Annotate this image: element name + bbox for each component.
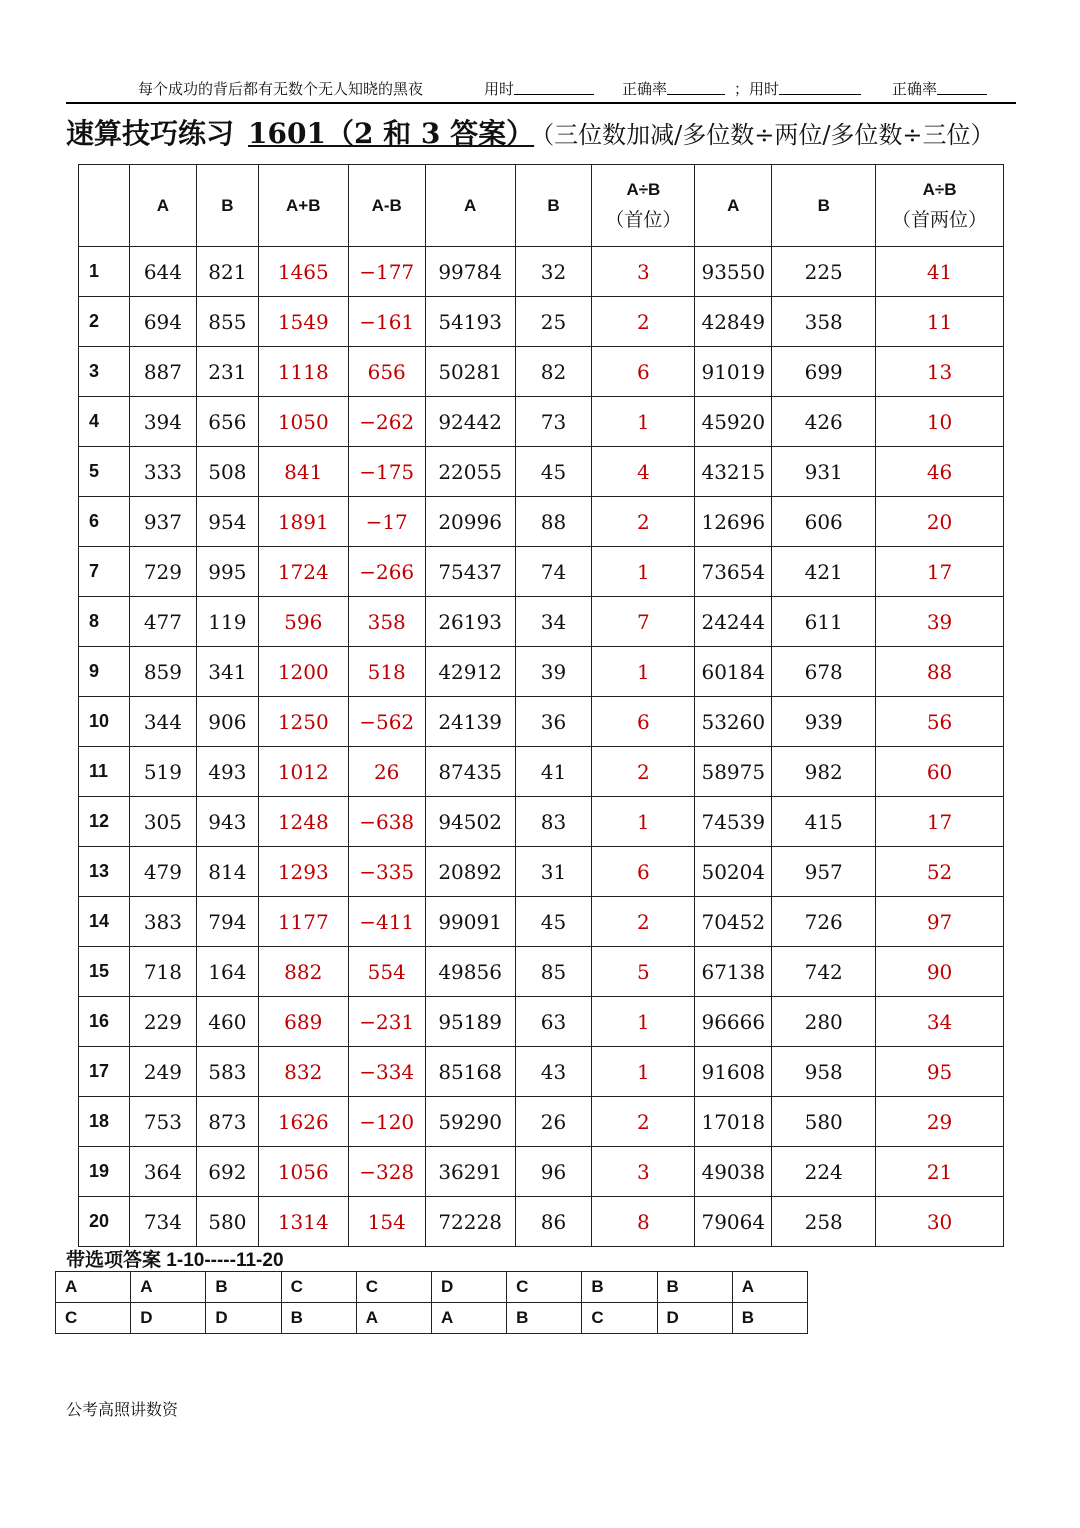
- table-cell: 22055: [425, 447, 515, 497]
- table-cell: 92442: [425, 397, 515, 447]
- option-cell: A: [732, 1272, 807, 1303]
- table-cell: 460: [196, 997, 258, 1047]
- table-cell: 678: [772, 647, 876, 697]
- accuracy-label-1: 正确率: [622, 78, 667, 99]
- table-cell: 41: [876, 247, 1004, 297]
- table-cell: 45: [515, 447, 592, 497]
- table-cell: 50281: [425, 347, 515, 397]
- table-cell: 82: [515, 347, 592, 397]
- table-cell: 1: [592, 397, 695, 447]
- table-cell: 8: [592, 1197, 695, 1247]
- table-cell: 13: [876, 347, 1004, 397]
- table-cell: 42912: [425, 647, 515, 697]
- table-cell: 164: [196, 947, 258, 997]
- table-cell: 99091: [425, 897, 515, 947]
- table-cell: 60: [876, 747, 1004, 797]
- table-cell: 1050: [258, 397, 348, 447]
- table-cell: 20: [876, 497, 1004, 547]
- option-cell: D: [657, 1303, 732, 1334]
- table-cell: 95: [876, 1047, 1004, 1097]
- exercise-table: [78, 164, 1004, 1247]
- table-cell: 24244: [695, 597, 772, 647]
- row-index: 18: [79, 1097, 130, 1147]
- option-cell: A: [131, 1272, 206, 1303]
- table-cell: 2: [592, 747, 695, 797]
- table-cell: 699: [772, 347, 876, 397]
- table-cell: 99784: [425, 247, 515, 297]
- table-cell: 832: [258, 1047, 348, 1097]
- table-cell: 46: [876, 447, 1004, 497]
- table-cell: 794: [196, 897, 258, 947]
- table-row: [79, 647, 1004, 697]
- table-cell: 2: [592, 497, 695, 547]
- row-index: 2: [79, 297, 130, 347]
- table-cell: 859: [129, 647, 196, 697]
- option-cell: B: [507, 1303, 582, 1334]
- table-cell: 74539: [695, 797, 772, 847]
- table-cell: 726: [772, 897, 876, 947]
- table-cell: 1549: [258, 297, 348, 347]
- table-cell: 2: [592, 897, 695, 947]
- table-cell: 20892: [425, 847, 515, 897]
- title-code: 1601（2 和 3 答案）: [248, 117, 535, 150]
- table-cell: 518: [348, 647, 425, 697]
- table-cell: 882: [258, 947, 348, 997]
- table-cell: 841: [258, 447, 348, 497]
- table-cell: −17: [348, 497, 425, 547]
- option-cell: C: [582, 1303, 657, 1334]
- table-cell: 34: [515, 597, 592, 647]
- table-cell: 415: [772, 797, 876, 847]
- option-cell: B: [657, 1272, 732, 1303]
- table-cell: 88: [515, 497, 592, 547]
- table-cell: 333: [129, 447, 196, 497]
- table-cell: 87435: [425, 747, 515, 797]
- table-cell: 280: [772, 997, 876, 1047]
- motto: 每个成功的背后都有无数个无人知晓的黑夜: [138, 80, 424, 98]
- table-cell: −177: [348, 247, 425, 297]
- options-label: 带选项答案 1-10-----11-20: [66, 1249, 284, 1271]
- table-cell: 1250: [258, 697, 348, 747]
- time-label-1: 用时: [484, 78, 514, 99]
- table-cell: −120: [348, 1097, 425, 1147]
- table-cell: 25: [515, 297, 592, 347]
- table-cell: 4: [592, 447, 695, 497]
- table-cell: 26193: [425, 597, 515, 647]
- table-cell: 596: [258, 597, 348, 647]
- table-cell: 31: [515, 847, 592, 897]
- table-cell: 3: [592, 1147, 695, 1197]
- table-cell: 305: [129, 797, 196, 847]
- table-cell: 1056: [258, 1147, 348, 1197]
- row-index: 7: [79, 547, 130, 597]
- table-cell: 39: [515, 647, 592, 697]
- table-cell: 88: [876, 647, 1004, 697]
- table-cell: 74: [515, 547, 592, 597]
- options-answer-table: [55, 1271, 808, 1334]
- table-cell: 50204: [695, 847, 772, 897]
- table-cell: 6: [592, 847, 695, 897]
- table-cell: 611: [772, 597, 876, 647]
- table-cell: −266: [348, 547, 425, 597]
- table-header-row: [79, 165, 1004, 247]
- row-index: 9: [79, 647, 130, 697]
- row-index: 14: [79, 897, 130, 947]
- table-cell: 119: [196, 597, 258, 647]
- table-row: [79, 747, 1004, 797]
- option-cell: B: [732, 1303, 807, 1334]
- table-cell: 937: [129, 497, 196, 547]
- table-cell: 1724: [258, 547, 348, 597]
- table-row: [79, 347, 1004, 397]
- table-cell: 90: [876, 947, 1004, 997]
- row-index: 20: [79, 1197, 130, 1247]
- table-cell: 943: [196, 797, 258, 847]
- table-cell: 43215: [695, 447, 772, 497]
- table-cell: 1: [592, 1047, 695, 1097]
- table-cell: 554: [348, 947, 425, 997]
- table-cell: −161: [348, 297, 425, 347]
- row-index: 8: [79, 597, 130, 647]
- header-b1: B: [196, 165, 258, 247]
- table-cell: 855: [196, 297, 258, 347]
- table-row: [79, 397, 1004, 447]
- row-index: 4: [79, 397, 130, 447]
- table-cell: 692: [196, 1147, 258, 1197]
- table-cell: 341: [196, 647, 258, 697]
- table-cell: 96: [515, 1147, 592, 1197]
- table-cell: 21: [876, 1147, 1004, 1197]
- table-cell: 91019: [695, 347, 772, 397]
- table-cell: −411: [348, 897, 425, 947]
- table-cell: 36291: [425, 1147, 515, 1197]
- table-row: [79, 297, 1004, 347]
- table-cell: 20996: [425, 497, 515, 547]
- option-cell: C: [56, 1303, 131, 1334]
- row-index: 17: [79, 1047, 130, 1097]
- row-index: 1: [79, 247, 130, 297]
- table-cell: 94502: [425, 797, 515, 847]
- table-cell: −335: [348, 847, 425, 897]
- table-cell: 91608: [695, 1047, 772, 1097]
- table-cell: 58975: [695, 747, 772, 797]
- option-cell: B: [281, 1303, 356, 1334]
- table-cell: −334: [348, 1047, 425, 1097]
- table-row: [79, 1147, 1004, 1197]
- option-cell: A: [356, 1303, 431, 1334]
- table-cell: 11: [876, 297, 1004, 347]
- table-cell: 995: [196, 547, 258, 597]
- table-cell: 225: [772, 247, 876, 297]
- table-cell: 931: [772, 447, 876, 497]
- table-cell: 394: [129, 397, 196, 447]
- table-cell: 694: [129, 297, 196, 347]
- table-row: [79, 847, 1004, 897]
- header-quotient-first: A÷B （首位）: [592, 165, 695, 247]
- table-cell: 258: [772, 1197, 876, 1247]
- table-cell: 229: [129, 997, 196, 1047]
- table-cell: 729: [129, 547, 196, 597]
- table-row: [79, 947, 1004, 997]
- table-row: [79, 597, 1004, 647]
- table-cell: 26: [515, 1097, 592, 1147]
- table-cell: 24139: [425, 697, 515, 747]
- table-cell: 1293: [258, 847, 348, 897]
- table-cell: 606: [772, 497, 876, 547]
- table-cell: 519: [129, 747, 196, 797]
- table-cell: 2: [592, 1097, 695, 1147]
- header-a1: A: [129, 165, 196, 247]
- table-cell: 154: [348, 1197, 425, 1247]
- table-cell: 79064: [695, 1197, 772, 1247]
- table-cell: 231: [196, 347, 258, 397]
- table-cell: 45920: [695, 397, 772, 447]
- table-cell: −638: [348, 797, 425, 847]
- table-cell: 958: [772, 1047, 876, 1097]
- table-cell: 12696: [695, 497, 772, 547]
- accuracy-label-2: 正确率: [892, 78, 937, 99]
- table-cell: 344: [129, 697, 196, 747]
- table-cell: 17: [876, 797, 1004, 847]
- header-quotient-first-two: A÷B （首两位）: [876, 165, 1004, 247]
- page-title: [66, 112, 1026, 152]
- row-index: 5: [79, 447, 130, 497]
- option-cell: B: [582, 1272, 657, 1303]
- table-cell: 364: [129, 1147, 196, 1197]
- table-row: [79, 797, 1004, 847]
- option-cell: C: [356, 1272, 431, 1303]
- table-cell: 49856: [425, 947, 515, 997]
- table-cell: 93550: [695, 247, 772, 297]
- table-cell: 2: [592, 297, 695, 347]
- table-cell: 54193: [425, 297, 515, 347]
- table-cell: 383: [129, 897, 196, 947]
- table-cell: 30: [876, 1197, 1004, 1247]
- table-cell: 41: [515, 747, 592, 797]
- table-cell: 6: [592, 697, 695, 747]
- table-cell: 753: [129, 1097, 196, 1147]
- table-cell: 1248: [258, 797, 348, 847]
- header-diff: A-B: [348, 165, 425, 247]
- table-cell: 508: [196, 447, 258, 497]
- table-cell: 644: [129, 247, 196, 297]
- table-cell: 1: [592, 547, 695, 597]
- table-cell: 906: [196, 697, 258, 747]
- header-b2: B: [515, 165, 592, 247]
- table-cell: 954: [196, 497, 258, 547]
- table-cell: 426: [772, 397, 876, 447]
- header-sum: A+B: [258, 165, 348, 247]
- table-cell: 1200: [258, 647, 348, 697]
- row-index: 6: [79, 497, 130, 547]
- table-cell: 1891: [258, 497, 348, 547]
- table-cell: −175: [348, 447, 425, 497]
- option-cell: C: [507, 1272, 582, 1303]
- table-cell: 1: [592, 997, 695, 1047]
- table-cell: 43: [515, 1047, 592, 1097]
- row-index: 19: [79, 1147, 130, 1197]
- table-cell: 1118: [258, 347, 348, 397]
- row-index: 10: [79, 697, 130, 747]
- option-cell: D: [431, 1272, 506, 1303]
- row-index: 13: [79, 847, 130, 897]
- table-cell: 75437: [425, 547, 515, 597]
- table-row: [79, 997, 1004, 1047]
- table-row: [79, 1047, 1004, 1097]
- table-cell: 580: [196, 1197, 258, 1247]
- option-cell: D: [206, 1303, 281, 1334]
- table-cell: 70452: [695, 897, 772, 947]
- table-cell: 17018: [695, 1097, 772, 1147]
- row-index: 11: [79, 747, 130, 797]
- table-cell: 358: [772, 297, 876, 347]
- table-cell: 887: [129, 347, 196, 397]
- header-a3: A: [695, 165, 772, 247]
- table-cell: 1012: [258, 747, 348, 797]
- table-cell: 493: [196, 747, 258, 797]
- table-cell: 60184: [695, 647, 772, 697]
- option-cell: A: [56, 1272, 131, 1303]
- table-cell: 39: [876, 597, 1004, 647]
- table-cell: 656: [348, 347, 425, 397]
- table-cell: 689: [258, 997, 348, 1047]
- table-cell: 477: [129, 597, 196, 647]
- table-row: [79, 447, 1004, 497]
- option-cell: B: [206, 1272, 281, 1303]
- table-row: [79, 697, 1004, 747]
- table-cell: 95189: [425, 997, 515, 1047]
- table-cell: 583: [196, 1047, 258, 1097]
- table-cell: 73: [515, 397, 592, 447]
- table-cell: 49038: [695, 1147, 772, 1197]
- row-index: 15: [79, 947, 130, 997]
- table-cell: 479: [129, 847, 196, 897]
- table-cell: 86: [515, 1197, 592, 1247]
- title-main: 速算技巧练习: [66, 117, 235, 150]
- table-cell: 957: [772, 847, 876, 897]
- table-cell: 97: [876, 897, 1004, 947]
- options-row: [56, 1272, 808, 1303]
- table-cell: 5: [592, 947, 695, 997]
- row-index: 16: [79, 997, 130, 1047]
- table-cell: 821: [196, 247, 258, 297]
- table-cell: 1465: [258, 247, 348, 297]
- table-cell: 718: [129, 947, 196, 997]
- table-cell: 1314: [258, 1197, 348, 1247]
- table-cell: 3: [592, 247, 695, 297]
- table-cell: 249: [129, 1047, 196, 1097]
- table-cell: 85: [515, 947, 592, 997]
- table-cell: 53260: [695, 697, 772, 747]
- table-cell: 742: [772, 947, 876, 997]
- table-cell: −328: [348, 1147, 425, 1197]
- header-a2: A: [425, 165, 515, 247]
- table-cell: −231: [348, 997, 425, 1047]
- table-cell: 421: [772, 547, 876, 597]
- table-row: [79, 1097, 1004, 1147]
- option-cell: D: [131, 1303, 206, 1334]
- row-index: 3: [79, 347, 130, 397]
- table-cell: 36: [515, 697, 592, 747]
- table-cell: 982: [772, 747, 876, 797]
- header-index: [79, 165, 130, 247]
- table-row: [79, 547, 1004, 597]
- footer-text: 公考高照讲数资: [66, 1400, 179, 1419]
- table-cell: 814: [196, 847, 258, 897]
- table-cell: 656: [196, 397, 258, 447]
- table-cell: 1177: [258, 897, 348, 947]
- table-cell: 10: [876, 397, 1004, 447]
- table-cell: −562: [348, 697, 425, 747]
- table-cell: 26: [348, 747, 425, 797]
- table-cell: 32: [515, 247, 592, 297]
- options-row: [56, 1303, 808, 1334]
- table-cell: 29: [876, 1097, 1004, 1147]
- table-row: [79, 1197, 1004, 1247]
- table-cell: 56: [876, 697, 1004, 747]
- title-subtitle: （三位数加减/多位数÷两位/多位数÷三位）: [542, 121, 995, 149]
- table-cell: 83: [515, 797, 592, 847]
- table-cell: 73654: [695, 547, 772, 597]
- table-cell: 42849: [695, 297, 772, 347]
- table-cell: 1: [592, 647, 695, 697]
- table-row: [79, 247, 1004, 297]
- table-cell: 59290: [425, 1097, 515, 1147]
- table-cell: 85168: [425, 1047, 515, 1097]
- time-label-2: ；用时: [734, 78, 779, 99]
- table-cell: 6: [592, 347, 695, 397]
- page-header: [66, 76, 1016, 104]
- table-cell: 939: [772, 697, 876, 747]
- table-cell: 358: [348, 597, 425, 647]
- table-cell: 873: [196, 1097, 258, 1147]
- table-cell: 1626: [258, 1097, 348, 1147]
- table-cell: 72228: [425, 1197, 515, 1247]
- header-b3: B: [772, 165, 876, 247]
- table-cell: −262: [348, 397, 425, 447]
- table-cell: 67138: [695, 947, 772, 997]
- table-cell: 45: [515, 897, 592, 947]
- table-cell: 7: [592, 597, 695, 647]
- table-cell: 63: [515, 997, 592, 1047]
- table-cell: 96666: [695, 997, 772, 1047]
- table-cell: 734: [129, 1197, 196, 1247]
- table-cell: 52: [876, 847, 1004, 897]
- option-cell: A: [431, 1303, 506, 1334]
- row-index: 12: [79, 797, 130, 847]
- table-cell: 34: [876, 997, 1004, 1047]
- table-row: [79, 497, 1004, 547]
- table-row: [79, 897, 1004, 947]
- table-cell: 580: [772, 1097, 876, 1147]
- table-cell: 1: [592, 797, 695, 847]
- option-cell: C: [281, 1272, 356, 1303]
- table-cell: 17: [876, 547, 1004, 597]
- table-cell: 224: [772, 1147, 876, 1197]
